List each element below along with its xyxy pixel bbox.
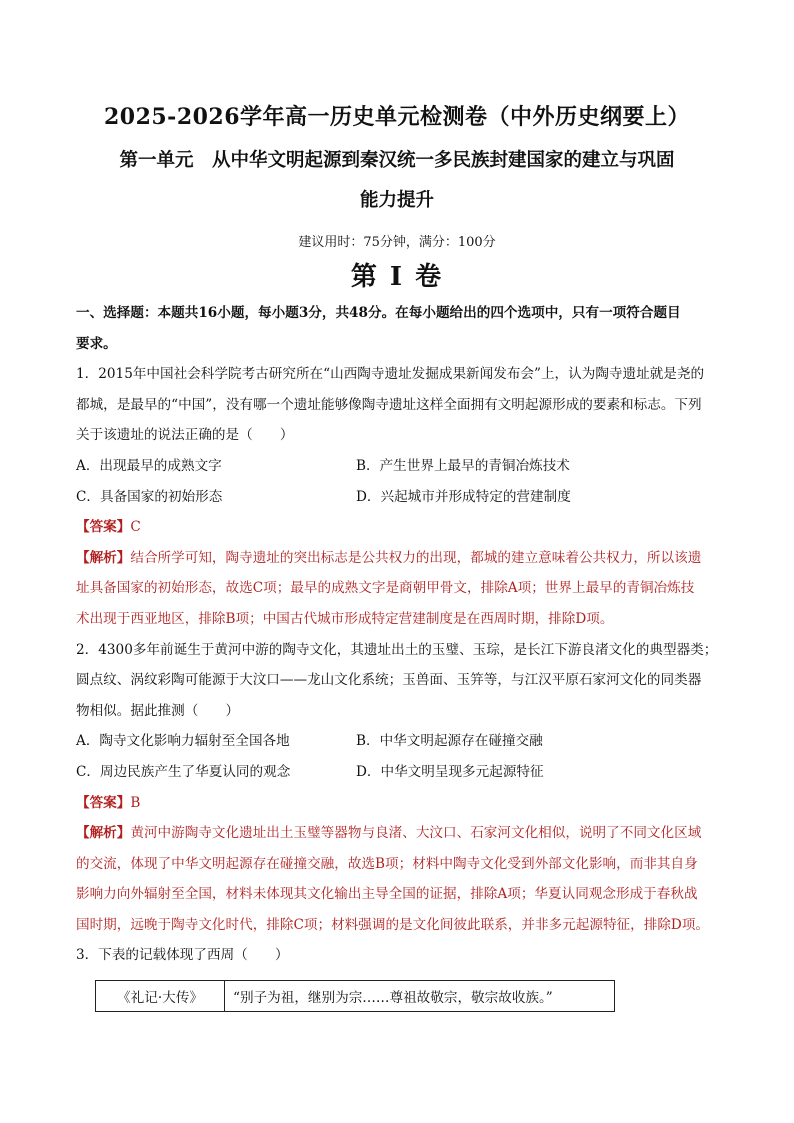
table-row [96, 981, 615, 1012]
q2-stem-line2: 圆点纹、涡纹彩陶可能源于大汶口——龙山文化系统；玉兽面、玉笄等，与江汉平原石家河文化的同类器 [76, 672, 702, 689]
q2-option-a: A．陶寺文化影响力辐射至全国各地 [76, 733, 290, 750]
q2-answer [76, 788, 726, 819]
exam-title: 2025-2026学年高一历史单元检测卷（中外历史纲要上） [103, 104, 691, 130]
q3-stem: 3．下表的记载体现了西周（ ） [76, 947, 289, 964]
q1-option-b: B．产生世界上最早的青铜冶炼技术 [356, 457, 570, 474]
q2-option-b: B．中华文明起源存在碰撞交融 [356, 733, 543, 750]
q2-analysis-line3: 影响力向外辐射至全国，材料未体现其文化输出主导全国的证据，排除A项；华夏认同观念形成于春秋战 [76, 886, 698, 903]
q2-analysis-line2: 的交流，体现了中华文明起源存在碰撞交融，故选B项；材料中陶寺文化受到外部文化影响，而非其自身 [76, 855, 698, 872]
q2-stem-line3: 物相似。据此推测（ ） [76, 702, 240, 719]
q1-option-a: A．出现最早的成熟文字 [76, 457, 222, 474]
q1-option-d: D．兴起城市并形成特定的营建制度 [356, 488, 571, 505]
volume-heading: 第 I 卷 [350, 262, 444, 292]
q2-analysis-label: 【解析】 [76, 825, 131, 842]
exam-body [76, 298, 726, 971]
q2-answer-label: 【答案】 [76, 794, 131, 811]
q1-analysis-line1 [76, 543, 726, 574]
q2-option-c: C．周边民族产生了华夏认同的观念 [76, 763, 291, 780]
q3-source-table [95, 980, 615, 1012]
q1-analysis-line3: 术出现于西亚地区，排除B项；中国古代城市形成特定营建制度是在西周时期，排除D项。 [76, 610, 614, 627]
q1-answer [76, 512, 726, 543]
q1-analysis-line2: 址具备国家的初始形态，故选C项；最早的成熟文字是商朝甲骨文，排除A项；世界上最早的青铜冶炼技 [76, 580, 695, 597]
q1-answer-value: C [130, 519, 141, 536]
time-score-note: 建议用时：75分钟，满分：100分 [298, 235, 496, 250]
q1-options-row2 [76, 482, 726, 513]
q1-option-c: C．具备国家的初始形态 [76, 488, 223, 505]
q1-stem-line2: 都城，是最早的“中国”，没有哪一个遗址能够像陶寺遗址这样全面拥有文明起源形成的要素和标志。下列 [76, 396, 702, 413]
level-heading: 能力提升 [359, 190, 434, 211]
q3-table-source: 《礼记·大传》 [96, 981, 225, 1012]
q2-options-row2 [76, 757, 726, 788]
q1-stem-line3: 关于该遗址的说法正确的是（ ） [76, 427, 294, 444]
q3-table-quote: “别子为祖，继别为宗……尊祖故敬宗，敬宗故收族。” [225, 981, 615, 1012]
q2-options-row1 [76, 726, 726, 757]
q1-options-row1 [76, 451, 726, 482]
q2-answer-value: B [130, 794, 141, 811]
q2-analysis-line1 [76, 818, 726, 849]
q1-analysis-label: 【解析】 [76, 549, 131, 566]
section-instructions-line2: 要求。 [76, 335, 117, 352]
unit-subtitle: 第一单元 从中华文明起源到秦汉统一多民族封建国家的建立与巩固 [119, 150, 675, 171]
q1-stem-line1: 1．2015年中国社会科学院考古研究所在“山西陶寺遗址发掘成果新闻发布会”上，认为陶寺遗址就是尧的 [76, 366, 705, 383]
q1-analysis-text1: 结合所学可知，陶寺遗址的突出标志是公共权力的出现，都城的建立意味着公共权力，所以该遗 [130, 549, 702, 566]
q2-analysis-line4: 国时期，远晚于陶寺文化时代，排除C项；材料强调的是文化间彼此联系，并非多元起源特征，排除D项。 [76, 916, 710, 933]
q2-analysis-text1: 黄河中游陶寺文化遗址出土玉璧等器物与良渚、大汶口、石家河文化相似，说明了不同文化区域 [130, 825, 702, 842]
q1-answer-label: 【答案】 [76, 519, 131, 536]
q2-stem-line1: 2．4300多年前诞生于黄河中游的陶寺文化，其遗址出土的玉璧、玉琮，是长江下游良渚文化的典型器类； [76, 641, 718, 658]
section-instructions-line1: 一、选择题：本题共16小题，每小题3分，共48分。在每小题给出的四个选项中，只有一项符合题目 [76, 305, 681, 321]
q2-option-d: D．中华文明呈现多元起源特征 [356, 763, 544, 780]
